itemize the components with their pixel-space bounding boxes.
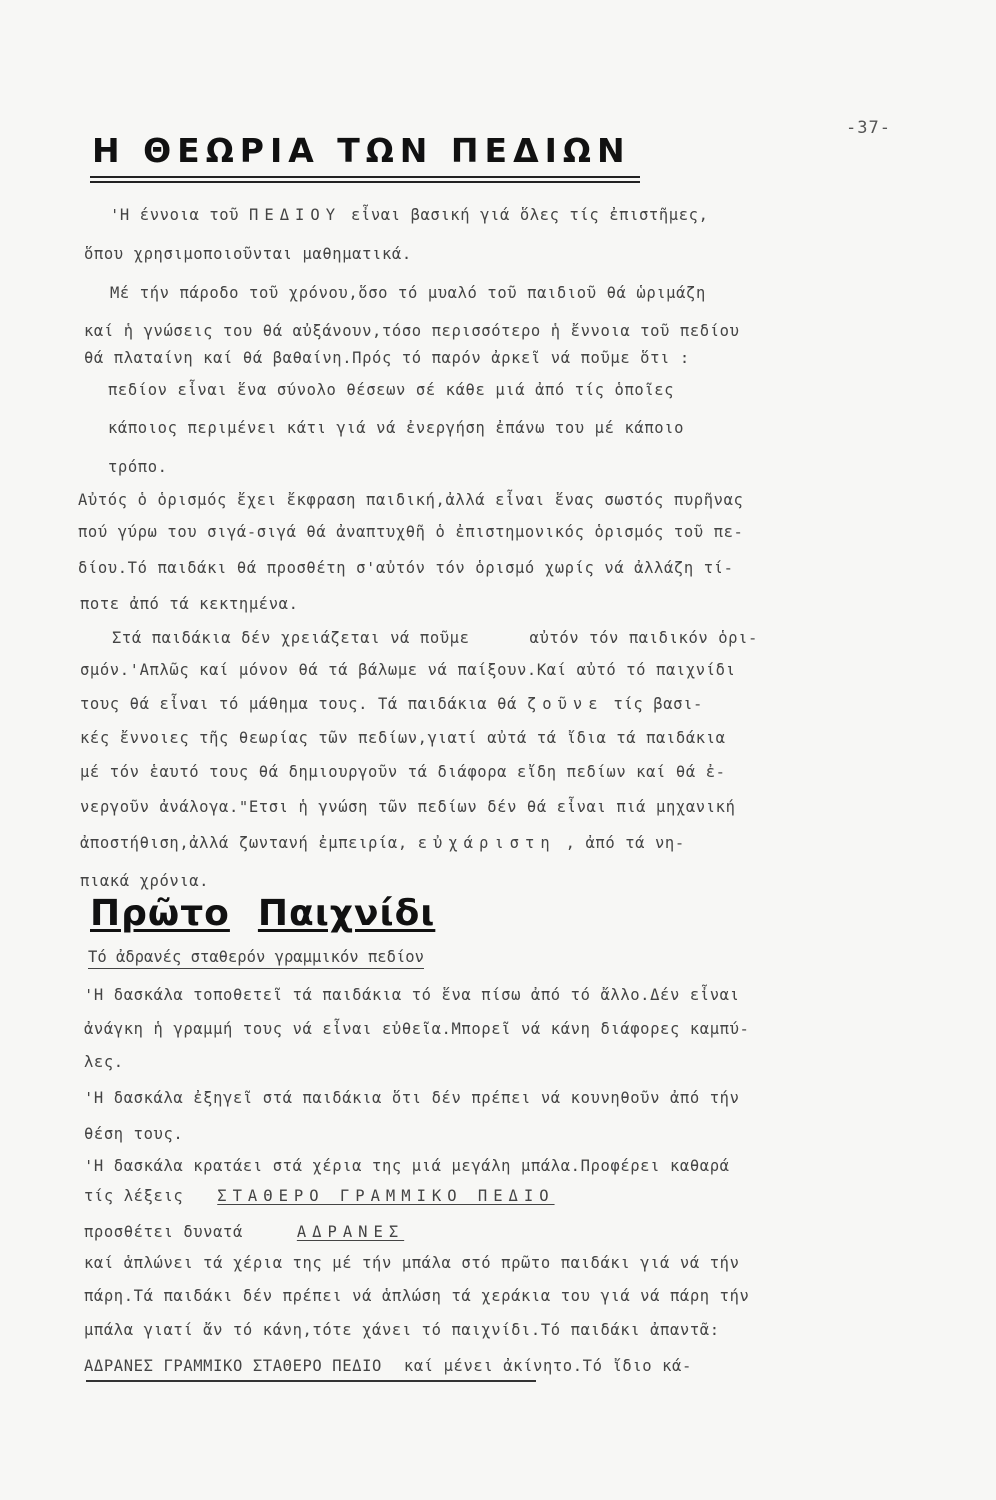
text-line bbox=[80, 833, 685, 853]
text-line: ἀνάγκη ἡ γραμμή τους νά εἶναι εὐθεῖα.Μπορεῖ νά κάνη διάφορες καμπύ- bbox=[84, 1020, 750, 1038]
title-underline-double bbox=[90, 181, 640, 183]
text-line bbox=[80, 694, 703, 714]
text-line bbox=[110, 205, 709, 225]
text-line: μέ τόν ἑαυτό τους θά δημιουργοῦν τά διάφορα εἴδη πεδίων καί θά ἐ- bbox=[80, 763, 726, 781]
text-line: πάρη.Τά παιδάκι δέν πρέπει νά ἁπλώση τά χεράκια του γιά νά πάρη τήν bbox=[84, 1287, 750, 1305]
text-span: τους θά εἶναι τό μάθημα τους. Τά παιδάκια θά bbox=[80, 695, 527, 713]
section-title bbox=[90, 893, 435, 934]
text-span: τίς βασι- bbox=[603, 695, 703, 713]
text-line: θέση τους. bbox=[84, 1125, 184, 1143]
text-line: κές ἔννοιες τῆς θεωρίας τῶν πεδίων,γιατί αὐτά τά ἴδια τά παιδάκια bbox=[80, 729, 726, 747]
text-span: τίς λέξεις bbox=[84, 1187, 194, 1205]
section-title-word: Παιχνίδι bbox=[257, 893, 436, 934]
text-line bbox=[84, 1222, 404, 1242]
spaced-keyword: εὐχάριστη bbox=[417, 834, 556, 852]
text-line: λες. bbox=[84, 1053, 124, 1071]
text-line: κάποιος περιμένει κάτι γιά νά ἐνεργήση ἐπάνω του μέ κάποιο bbox=[108, 419, 685, 437]
text-span: 'Η έννοια τοῦ bbox=[110, 206, 250, 224]
text-line: μπάλα γιατί ἄν τό κάνη,τότε χάνει τό παιχνίδι.Τό παιδάκι ἀπαντᾶ: bbox=[84, 1321, 720, 1339]
text-line bbox=[84, 1186, 555, 1206]
text-line: νεργοῦν ἀνάλογα."Ετσι ἡ γνώση τῶν πεδίων δέν θά εἶναι πιά μηχανική bbox=[80, 798, 736, 816]
title-underline bbox=[90, 176, 640, 178]
text-span: ἀποστήθιση,ἀλλά ζωντανή ἐμπειρία, bbox=[80, 834, 418, 852]
spaced-keyword: ΠΕΔΙΟΥ bbox=[249, 206, 342, 224]
emphasized-word: ΑΔΡΑΝΕΣ bbox=[296, 1223, 405, 1241]
text-span: Στά παιδάκια δέν χρειάζεται νά ποῦμε bbox=[112, 629, 470, 647]
spaced-keyword: ζοῦνε bbox=[526, 695, 604, 713]
section-title-word: Πρῶτο bbox=[90, 893, 230, 934]
text-line bbox=[112, 628, 758, 648]
phrase-underline bbox=[86, 1380, 536, 1382]
text-span: , ἀπό τά νη- bbox=[555, 834, 685, 852]
text-line: τρόπο. bbox=[108, 458, 168, 476]
text-line: Μέ τήν πάροδο τοῦ χρόνου,ὅσο τό μυαλό τοῦ παιδιοῦ θά ὡριμάζη bbox=[110, 284, 706, 302]
text-line: 'Η δασκάλα ἐξηγεῖ στά παιδάκια ὅτι δέν πρέπει νά κουνηθοῦν ἀπό τήν bbox=[84, 1089, 740, 1107]
emphasized-phrase: ΣΤΑΘΕΡΟ ΓΡΑΜΜΙΚΟ ΠΕΔΙΟ bbox=[217, 1187, 555, 1205]
text-line: Αὐτός ὁ ὁρισμός ἔχει ἔκφραση παιδική,ἀλλά εἶναι ἕνας σωστός πυρῆνας bbox=[78, 491, 744, 509]
emphasized-phrase: ΑΔΡΑΝΕΣ ΓΡΑΜΜΙΚΟ ΣΤΑΘΕΡΟ ΠΕΔΙΟ bbox=[84, 1357, 382, 1375]
text-line: πού γύρω του σιγά-σιγά θά ἀναπτυχθῆ ὁ ἐπιστημονικός ὁρισμός τοῦ πε- bbox=[78, 523, 744, 541]
text-span: εἶναι βασική γιά ὅλες τίς ἐπιστῆμες, bbox=[341, 206, 709, 224]
text-line: δίου.Τό παιδάκι θά προσθέτη σ'αὐτόν τόν ὁρισμό χωρίς νά ἀλλάζη τί- bbox=[78, 559, 734, 577]
text-line: 'Η δασκάλα τοποθετεῖ τά παιδάκια τό ἕνα πίσω ἀπό τό ἄλλο.Δέν εἶναι bbox=[84, 986, 740, 1004]
text-line: 'Η δασκάλα κρατάει στά χέρια της μιά μεγάλη μπάλα.Προφέρει καθαρά bbox=[84, 1157, 730, 1175]
text-line: πεδίον εἶναι ἕνα σύνολο θέσεων σέ κάθε μιά ἀπό τίς ὁποῖες bbox=[108, 381, 675, 399]
text-span: καί μένει ἀκίνητο.Τό ἴδιο κά- bbox=[393, 1357, 692, 1375]
section-subtitle: Τό ἀδρανές σταθερόν γραμμικόν πεδίον bbox=[88, 948, 424, 969]
text-line: ποτε ἀπό τά κεκτημένα. bbox=[80, 595, 299, 613]
text-line: ὅπου χρησιμοποιοῦνται μαθηματικά. bbox=[84, 245, 412, 263]
page-number: -37- bbox=[846, 118, 891, 138]
text-line: καί ἡ γνώσεις του θά αὐξάνουν,τόσο περισσότερο ἡ ἔννοια τοῦ πεδίου bbox=[84, 322, 740, 340]
text-line: σμόν.'Απλῶς καί μόνον θά τά βάλωμε νά παίξουν.Καί αὐτό τό παιχνίδι bbox=[80, 661, 736, 679]
text-span: αὐτόν τόν παιδικόν ὁρι- bbox=[529, 629, 758, 647]
text-line: πιακά χρόνια. bbox=[80, 872, 210, 890]
page-title: Η ΘΕΩΡΙΑ ΤΩΝ ΠΕΔΙΩΝ bbox=[92, 131, 631, 170]
text-line bbox=[84, 1356, 692, 1376]
text-span: προσθέτει δυνατά bbox=[84, 1223, 253, 1241]
text-line: θά πλαταίνη καί θά βαθαίνη.Πρός τό παρόν ἀρκεῖ νά ποῦμε ὅτι : bbox=[84, 349, 690, 367]
text-line: καί ἁπλώνει τά χέρια της μέ τήν μπάλα στό πρῶτο παιδάκι γιά νά τήν bbox=[84, 1254, 740, 1272]
